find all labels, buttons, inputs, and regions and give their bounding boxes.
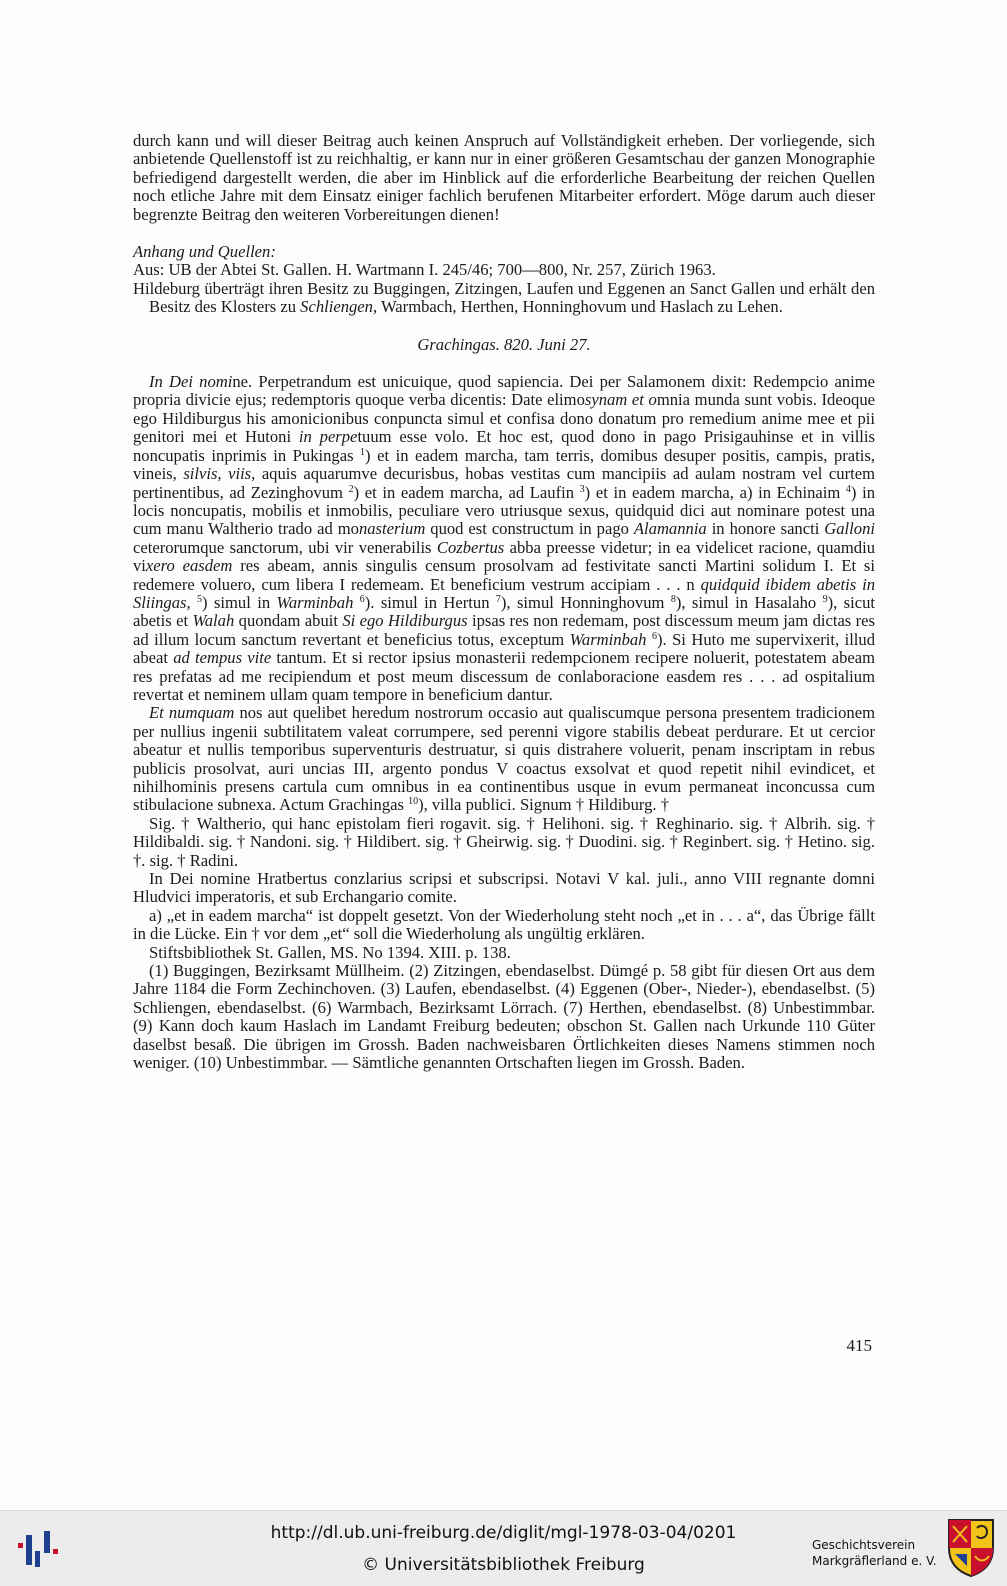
page-number: 415 bbox=[846, 1336, 872, 1355]
charter-paragraph-2: Et numquam nos aut quelibet heredum nostrorum occasio aut qualiscumque persona presentem tradicionem per nullius ingenii subtilitatem valeat corrumpere, sed perenni vigore stabilis debeat perdurare. Et ut cercior abeatur et nullis temporibus superventuris destruatur, si quis distrahere voluerit, penam inscriptam in rebus publicis prosolvat, auri uncias III, argento pondus V coactus exsolvat et quod repetit nihil evindicet, et nihilhominis presens cartula cum omnibus in ea continentibus usque in evum permaneat inconcussa cum stibulacione subnexa. Actum Grachingas $^{10}$), villa publici. Signum † Hildiburg. † bbox=[133, 703, 875, 815]
charter-summary: Hildeburg überträgt ihren Besitz zu Buggingen, Zitzingen, Laufen und Eggenen an Sanct Gallen und erhält den Besitz des Klosters zu Schliengen, Warmbach, Herthen, Honninghovum und Haslach zu Lehen. bbox=[133, 278, 875, 317]
society-line-2: Markgräflerland e. V. bbox=[812, 1554, 937, 1568]
page-body bbox=[133, 132, 875, 1073]
footnotes: (1) Buggingen, Bezirksamt Müllheim. (2) Zitzingen, ebendaselbst. Dümgé p. 58 gibt für diesen Ort aus dem Jahre 1184 die Form Zechinchoven. (3) Laufen, ebendaselbst. (4) Eggenen (Ober-, Nieder-), ebendaselbst. (5) Schliengen, ebendaselbst. (6) Warmbach, Bezirksamt Lörrach. (7) Herthen, ebendaselbst. (8) Unbestimmbar. (9) Kann doch kaum Haslach im Landamt Freiburg bedeuten; obschon St. Gallen nach Urkunde 110 Güter daselbst besaß. Die übrigen im Grossh. Baden nachweisbaren Örtlichkeiten dieses Namens stimmen noch weniger. (10) Unbestimmbar. — Sämtliche genannten Ortschaften liegen im Grossh. Baden. bbox=[133, 961, 875, 1073]
appendix-heading: Anhang und Quellen: bbox=[133, 242, 276, 262]
signatures: Sig. † Waltherio, qui hanc epistolam fieri rogavit. sig. † Helihoni. sig. † Reghinario. sig. † Albrih. sig. † Hildibaldi. sig. † Nandoni. sig. † Hildibert. sig. † Gheirwig. sig. † Duodini. sig. † Reginbert. sig. † Hetino. sig. †. sig. † Radini. bbox=[133, 813, 875, 870]
society-name bbox=[812, 1537, 937, 1569]
coat-of-arms-icon bbox=[947, 1518, 995, 1578]
source-reference: Aus: UB der Abtei St. Gallen. H. Wartmann I. 245/46; 700—800, Nr. 257, Zürich 1963. bbox=[133, 260, 716, 280]
footer-bar bbox=[0, 1510, 1007, 1586]
copyright-line: © Universitätsbibliothek Freiburg bbox=[362, 1555, 645, 1575]
scribe-subscription: In Dei nomine Hratbertus conzlarius scripsi et subscripsi. Notavi V kal. juli., anno VIII regnante domni Hludvici imperatoris, et sub Erchangario comite. bbox=[133, 869, 875, 907]
charter-paragraph-1: In Dei nomine. Perpetrandum est unicuique, quod sapiencia. Dei per Salamonem dixit: Redempcio anime propria divicie ejus; redemptoris quoque verba dicentis: Date elimosynam et omnia munda sunt vobis. Ideoque ego Hildiburgus his amonicionibus conpuncta simul et confisa dono donatum pro remedium anime mee et pii genitori mei et Hutoni in perpetuum esse volo. Et hoc est, quod dono in pago Prisigauhinse et in villis noncupatis inprimis in Pukingas $^1$) et in eadem marcha, tam terris, domibus desuper positis, campis, pratis, vineis, silvis, viis, aquis aquarumve decurisbus, hobas vestitas cum mancipiis ad aulam nostram vel curtem pertinentibus, ad Zezinghovum $^2$) et in eadem marcha, ad Laufin $^3$) et in eadem marcha, a) in Echinaim $^4$) in locis noncupatis, mobilis et inmobilis, peculiare vero utriusque sexus, quidquid dici aut nominare potest una cum manu Waltherio trado ad monasterium quod est constructum in pago Alamannia in honore sancti Galloni ceterorumque sanctorum, ubi vir venerabilis Cozbertus abba preesse videtur; in ea videlicet racione, quamdiu vixero easdem res abeam, annis singulis censum prosolvam ad festivitate sancti Martini solidum I. Et si redemere voluero, cum libera I redemeam. Et beneficium vestrum accipiam . . . n quidquid ibidem abetis in Sliingas, $^5$) simul in Warminbah $^6$). simul in Hertun $^7$), simul Honninghovum $^8$), simul in Hasalaho $^9$), sicut abetis et Walah quondam abuit Si ego Hildiburgus ipsas res non redemam, post discessum meum jam dictas res ad illum locum sanctum revertant et beneficius totus, exceptum Warminbah $^6$). Si Huto me supervixerit, illud abeat ad tempus vite tantum. Et si rector ipsius monasterii redempcionem recipere noluerit, potestatem abeam res prefatas ad me recipiendum et post meum discessum de conlaboracione easdem res . . . ad ospitalium revertat et neminem ullam quam tempore in beneficium dantur. bbox=[133, 372, 876, 704]
note-a: a) „et in eadem marcha“ ist doppelt gesetzt. Von der Wiederholung steht noch „et in . . . a“, das Übrige fällt in die Lücke. Ein † vor dem „et“ soll die Wiederholung als ungültig erklären. bbox=[133, 905, 875, 944]
society-line-1: Geschichtsverein bbox=[812, 1538, 916, 1552]
permalink-url[interactable]: http://dl.ub.uni-freiburg.de/diglit/mgl-1978-03-04/0201 bbox=[270, 1523, 737, 1543]
intro-paragraph: durch kann und will dieser Beitrag auch keinen Anspruch auf Vollständigkeit erheben. Der vorliegende, sich anbietende Quellenstoff ist zu reichhaltig, er kann nur in einer größeren Gesamtschau der ganzen Monographie befriedigend dargestellt werden, die aber im Hinblick auf die erforderliche Bearbeitung der reichen Quellen noch etliche Jahre mit dem Einsatz einiger fachlich berufenen Mitarbeiter erfordert. Möge darum auch dieser begrenzte Beitrag den weiteren Vorbereitungen dienen! bbox=[133, 131, 875, 224]
dateline: Grachingas. 820. Juni 27. bbox=[417, 334, 591, 354]
library-reference: Stiftsbibliothek St. Gallen, MS. No 1394. XIII. p. 138. bbox=[149, 942, 511, 962]
